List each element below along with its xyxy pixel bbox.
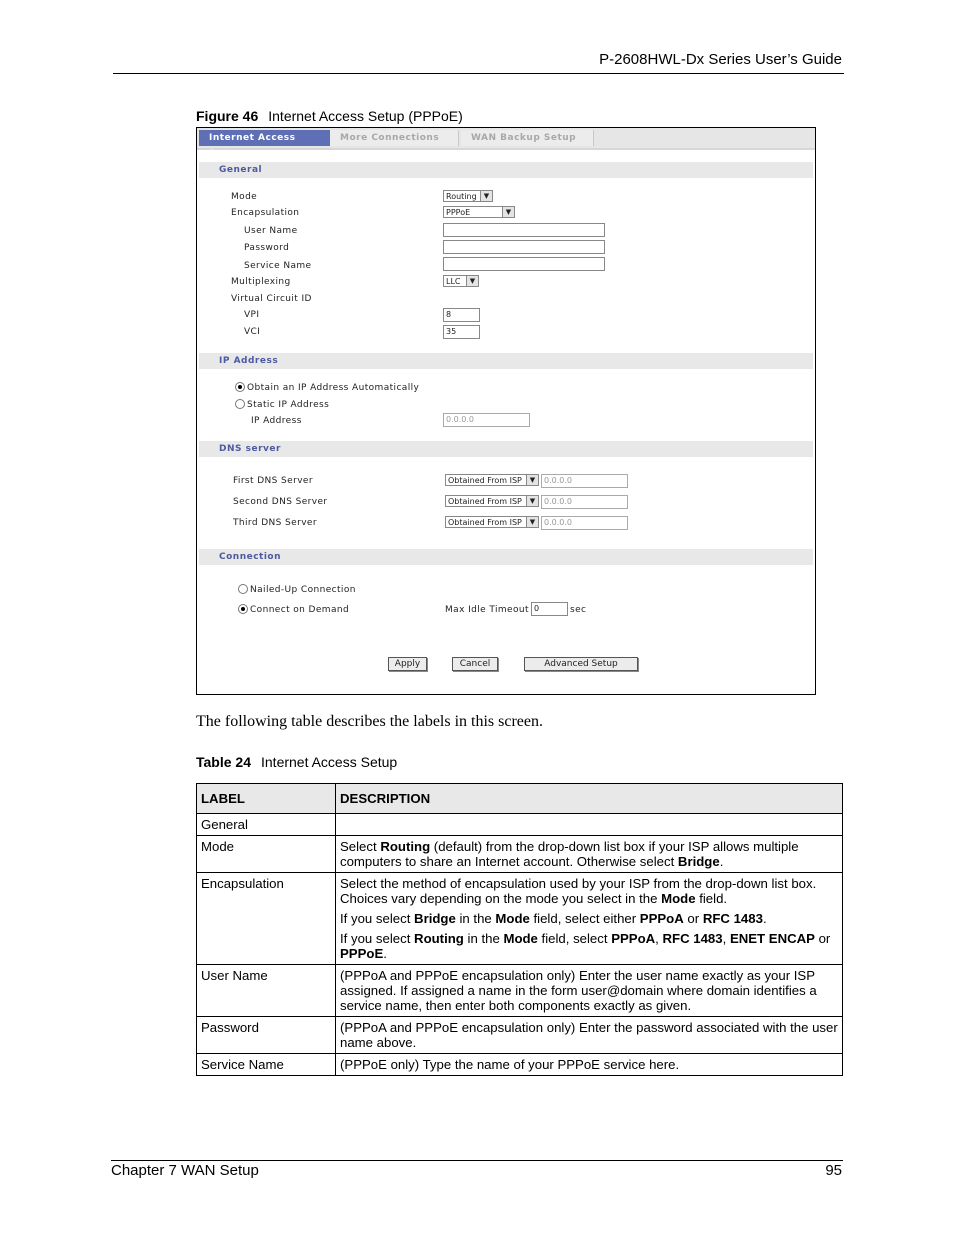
- table-title: Internet Access Setup: [261, 754, 398, 770]
- section-ip-address: IP Address: [199, 353, 813, 369]
- nailed-up-label: Nailed-Up Connection: [250, 585, 356, 595]
- idle-timeout-label: Max Idle Timeout: [445, 605, 529, 615]
- dns-third-input[interactable]: 0.0.0.0: [541, 516, 628, 530]
- dns-first-label: First DNS Server: [233, 476, 313, 486]
- encapsulation-label: Encapsulation: [231, 208, 300, 218]
- table-body: [197, 814, 843, 1076]
- dns-second-mode: Obtained From ISP: [448, 497, 522, 506]
- dns-third-label: Third DNS Server: [233, 518, 317, 528]
- username-label: User Name: [244, 226, 298, 236]
- table-row: [197, 1054, 843, 1076]
- row-label: Encapsulation: [197, 873, 336, 965]
- apply-button[interactable]: Apply: [388, 657, 427, 671]
- dns-second-select[interactable]: [445, 495, 539, 507]
- username-input[interactable]: [443, 223, 605, 237]
- description-paragraph: Select Routing (default) from the drop-down list box if your ISP allows multiple computers to share an Internet account. Otherwise select Bridge.: [340, 839, 799, 869]
- description-table: [196, 783, 843, 1076]
- password-input[interactable]: [443, 240, 605, 254]
- intro-paragraph: The following table describes the labels in this screen.: [196, 713, 544, 730]
- chevron-down-icon: ▼: [466, 276, 478, 286]
- ip-static-radio[interactable]: [235, 399, 245, 409]
- table-row: [197, 965, 843, 1017]
- ip-static-label: Static IP Address: [247, 400, 330, 410]
- cancel-button[interactable]: Cancel: [452, 657, 498, 671]
- router-screenshot: [196, 127, 816, 695]
- encapsulation-value: PPPoE: [446, 208, 471, 217]
- table-label: Table 24: [196, 754, 251, 770]
- chevron-down-icon: ▼: [526, 517, 538, 527]
- advanced-setup-button[interactable]: Advanced Setup: [524, 657, 638, 671]
- col-description-header: DESCRIPTION: [336, 784, 843, 814]
- password-label: Password: [244, 243, 290, 253]
- servicename-label: Service Name: [244, 261, 312, 271]
- mode-select[interactable]: [443, 190, 493, 202]
- vc-label: Virtual Circuit ID: [231, 294, 312, 304]
- table-row: [197, 814, 843, 836]
- idle-timeout-input[interactable]: 0: [531, 602, 568, 616]
- nailed-up-radio[interactable]: [238, 584, 248, 594]
- figure-caption: [196, 108, 463, 124]
- dns-third-select[interactable]: [445, 516, 539, 528]
- encapsulation-select[interactable]: [443, 206, 515, 218]
- row-description: [336, 836, 843, 873]
- col-label-header: LABEL: [197, 784, 336, 814]
- tab-more-connections[interactable]: More Connections: [330, 130, 459, 146]
- ip-auto-label: Obtain an IP Address Automatically: [247, 383, 420, 393]
- dns-third-mode: Obtained From ISP: [448, 518, 522, 527]
- chevron-down-icon: ▼: [526, 475, 538, 485]
- header-rule: [113, 73, 844, 74]
- description-paragraph: (PPPoE only) Type the name of your PPPoE service here.: [340, 1057, 680, 1072]
- mode-value: Routing: [446, 192, 477, 201]
- vci-label: VCI: [244, 327, 261, 337]
- row-label: Mode: [197, 836, 336, 873]
- running-header: P-2608HWL-Dx Series User’s Guide: [599, 51, 842, 68]
- servicename-input[interactable]: [443, 257, 605, 271]
- dns-second-input[interactable]: 0.0.0.0: [541, 495, 628, 509]
- idle-timeout-unit: sec: [570, 605, 587, 615]
- ip-address-input[interactable]: 0.0.0.0: [443, 413, 530, 427]
- section-general: General: [199, 162, 813, 178]
- chevron-down-icon: ▼: [502, 207, 514, 217]
- dns-first-mode: Obtained From ISP: [448, 476, 522, 485]
- table-row: [197, 836, 843, 873]
- multiplexing-value: LLC: [446, 277, 461, 286]
- row-label: Password: [197, 1017, 336, 1054]
- row-description: [336, 814, 843, 836]
- vpi-input[interactable]: 8: [443, 308, 480, 322]
- row-description: [336, 873, 843, 965]
- description-paragraph: (PPPoA and PPPoE encapsulation only) Enter the user name exactly as your ISP assigned. If assigned a name in the form user@domain where domain identifies a service name, then enter both components exactly as given.: [340, 968, 817, 1013]
- connect-on-demand-label: Connect on Demand: [250, 605, 350, 615]
- description-paragraph: If you select Routing in the Mode field, select PPPoA, RFC 1483, ENET ENCAP or PPPoE.: [340, 931, 831, 961]
- tab-wan-backup-setup[interactable]: WAN Backup Setup: [461, 130, 594, 146]
- row-description: [336, 1054, 843, 1076]
- connect-on-demand-radio[interactable]: [238, 604, 248, 614]
- table-caption: [196, 754, 397, 770]
- description-paragraph: Select the method of encapsulation used by your ISP from the drop-down list box. Choices vary depending on the mode you select in the Mode field.: [340, 876, 817, 906]
- tab-bar: [197, 128, 815, 159]
- chevron-down-icon: ▼: [526, 496, 538, 506]
- table-row: [197, 873, 843, 965]
- vci-input[interactable]: 35: [443, 325, 480, 339]
- footer-chapter: Chapter 7 WAN Setup: [111, 1162, 259, 1179]
- footer-page-number: 95: [825, 1162, 842, 1179]
- multiplexing-label: Multiplexing: [231, 277, 291, 287]
- dns-first-input[interactable]: 0.0.0.0: [541, 474, 628, 488]
- description-paragraph: (PPPoA and PPPoE encapsulation only) Enter the password associated with the user name above.: [340, 1020, 838, 1050]
- multiplexing-select[interactable]: [443, 275, 479, 287]
- ip-address-label: IP Address: [251, 416, 302, 426]
- chevron-down-icon: ▼: [480, 191, 492, 201]
- section-dns-server: DNS server: [199, 441, 813, 457]
- ip-auto-radio[interactable]: [235, 382, 245, 392]
- vpi-label: VPI: [244, 310, 260, 320]
- row-description: [336, 965, 843, 1017]
- figure-label: Figure 46: [196, 108, 259, 124]
- table-header-row: [197, 784, 843, 814]
- tab-internet-access-setup[interactable]: Internet Access Setup: [199, 130, 340, 146]
- section-connection: Connection: [199, 549, 813, 565]
- table-row: [197, 1017, 843, 1054]
- dns-first-select[interactable]: [445, 474, 539, 486]
- row-label: General: [197, 814, 336, 836]
- row-label: Service Name: [197, 1054, 336, 1076]
- description-paragraph: If you select Bridge in the Mode field, select either PPPoA or RFC 1483.: [340, 911, 767, 926]
- row-label: User Name: [197, 965, 336, 1017]
- row-description: [336, 1017, 843, 1054]
- dns-second-label: Second DNS Server: [233, 497, 328, 507]
- figure-title: Internet Access Setup (PPPoE): [268, 108, 463, 124]
- footer-rule: [111, 1160, 843, 1161]
- mode-label: Mode: [231, 192, 258, 202]
